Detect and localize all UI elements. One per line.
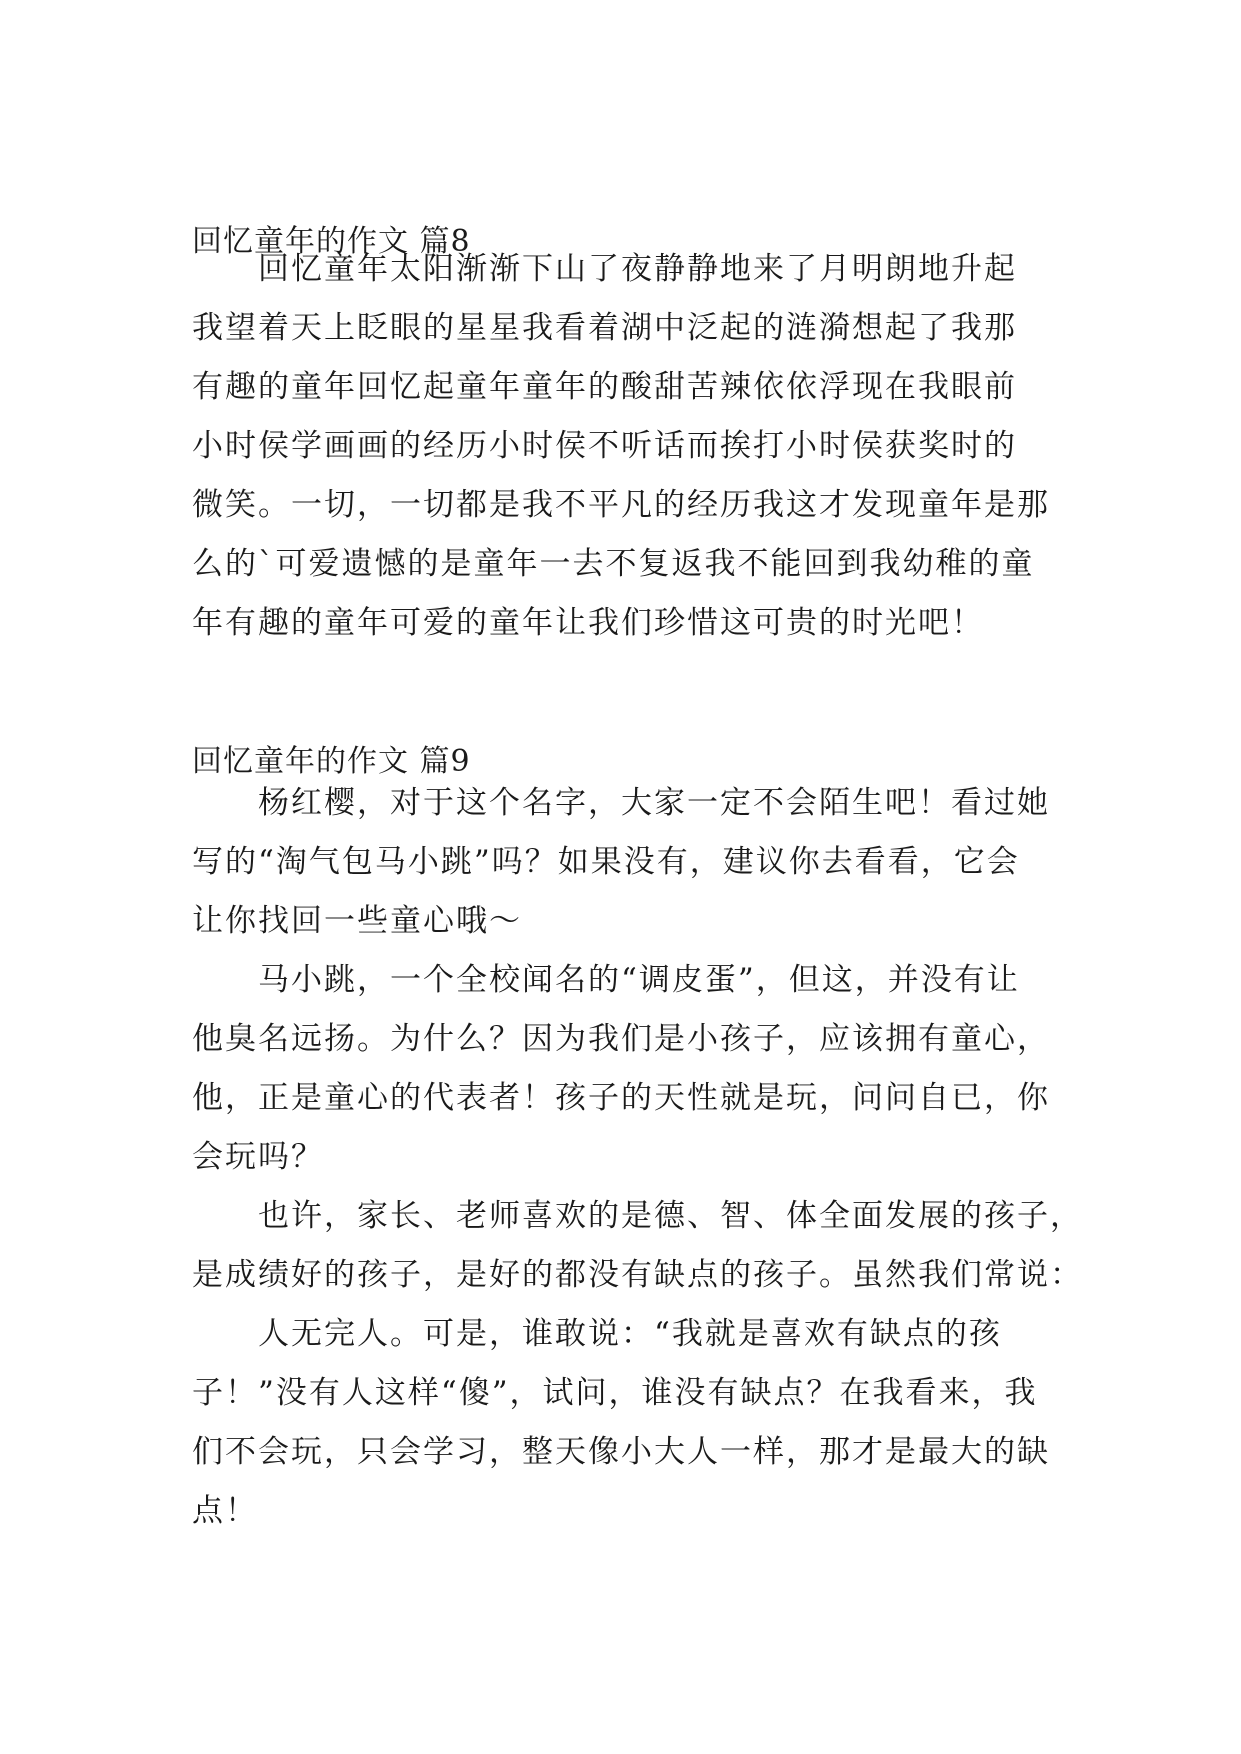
paragraph — [192, 1305, 1062, 1541]
paragraph-line: 微笑。一切，一切都是我不平凡的经历我这才发现童年是那 — [192, 487, 1050, 523]
paragraph-line: 么的`可爱遗憾的是童年一去不复返我不能回到我幼稚的童 — [192, 546, 1035, 582]
paragraph — [192, 951, 1062, 1187]
paragraph-line: 杨红樱，对于这个名字，大家一定不会陌生吧！看过她 — [258, 785, 1050, 821]
paragraph-line: 我望着天上眨眼的星星我看着湖中泛起的涟漪想起了我那 — [192, 310, 1017, 346]
paragraph-line: 也许，家长、老师喜欢的是德、智、体全面发展的孩子， — [258, 1198, 1083, 1234]
paragraph-line: 马小跳，一个全校闻名的“调皮蛋”，但这，并没有让 — [258, 962, 1020, 998]
paragraph-line: 子！”没有人这样“傻”，试问，谁没有缺点？在我看来，我 — [192, 1375, 1038, 1411]
paragraph-line: 们不会玩，只会学习，整天像小大人一样，那才是最大的缺 — [192, 1434, 1050, 1470]
paragraph — [192, 1187, 1083, 1305]
essay-section-9-body — [192, 774, 1083, 1541]
paragraph-line: 写的“淘气包马小跳”吗？如果没有，建议你去看看，它会 — [192, 844, 1020, 880]
essay-section-8-body — [192, 240, 1062, 653]
paragraph-line: 是成绩好的孩子，是好的都没有缺点的孩子。虽然我们常说： — [192, 1257, 1083, 1293]
section-title: 回忆童年的作文 篇9 — [192, 744, 471, 779]
paragraph-line: 点！ — [192, 1493, 258, 1529]
paragraph-line: 回忆童年太阳渐渐下山了夜静静地来了月明朗地升起 — [258, 251, 1017, 287]
paragraph-line: 会玩吗？ — [192, 1139, 324, 1175]
paragraph-line: 让你找回一些童心哦～ — [192, 903, 522, 939]
section-title: 回忆童年的作文 篇8 — [192, 224, 471, 259]
paragraph — [192, 774, 1062, 951]
paragraph — [192, 240, 1062, 653]
paragraph-line: 小时侯学画画的经历小时侯不听话而挨打小时侯获奖时的 — [192, 428, 1017, 464]
paragraph-line: 人无完人。可是，谁敢说：“我就是喜欢有缺点的孩 — [258, 1316, 1002, 1352]
paragraph-line: 有趣的童年回忆起童年童年的酸甜苦辣依依浮现在我眼前 — [192, 369, 1017, 405]
paragraph-line: 他臭名远扬。为什么？因为我们是小孩子，应该拥有童心， — [192, 1021, 1050, 1057]
paragraph-line: 他，正是童心的代表者！孩子的天性就是玩，问问自已，你 — [192, 1080, 1050, 1116]
paragraph-line: 年有趣的童年可爱的童年让我们珍惜这可贵的时光吧！ — [192, 605, 984, 641]
